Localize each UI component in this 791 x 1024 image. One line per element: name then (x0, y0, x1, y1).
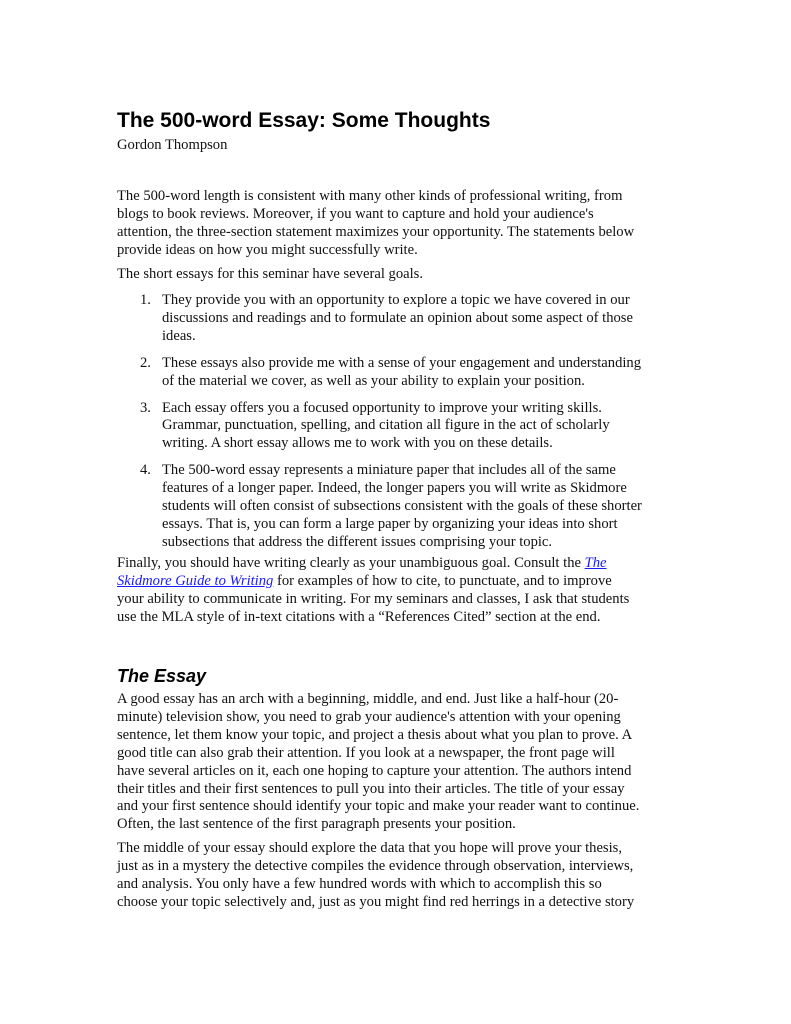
goal-number: 4. (140, 462, 151, 479)
text-line: ideas. (162, 327, 196, 344)
text-line: minute) television show, you need to grab your audience's attention with your opening (117, 708, 621, 725)
goals-list (117, 292, 687, 561)
goal-item (117, 400, 687, 454)
author-name: Gordon Thompson (117, 137, 228, 153)
goal-number: 2. (140, 354, 151, 371)
essay-paragraph-1 (117, 691, 687, 834)
text-line: The 500-word length is consistent with many other kinds of professional writing, from (117, 188, 623, 204)
goal-item (117, 355, 687, 391)
text-line: use the MLA style of in-text citations with a “References Cited” section at the end. (117, 608, 601, 625)
text-line: and your first sentence should identify your topic and make your reader want to continue. (117, 798, 640, 815)
text-line: blogs to book reviews. Moreover, if you want to capture and hold your audience's (117, 205, 594, 222)
goal-item (117, 462, 687, 552)
text-line: sentence, let them know your topic, and project a thesis about what you plan to prove. A (117, 726, 633, 743)
goal-number: 1. (140, 292, 151, 308)
text-line: The 500-word essay represents a miniature paper that includes all of the same (162, 462, 616, 479)
section-heading-the-essay: The Essay (117, 666, 207, 686)
text-line: A good essay has an arch with a beginning, middle, and end. Just like a half-hour (20- (117, 691, 619, 707)
goals-lead: The short essays for this seminar have several goals. (117, 266, 423, 282)
text-line: attention, the three-section statement maximizes your opportunity. The statements below (117, 223, 635, 240)
text-line: students will often consist of subsections consistent with the goals of these shorter (162, 498, 642, 515)
text-line: provide ideas on how you might successfully write. (117, 241, 418, 258)
document-title: The 500-word Essay: Some Thoughts (117, 109, 491, 132)
text-line: Often, the last sentence of the first paragraph presents your position. (117, 816, 516, 833)
text-line: choose your topic selectively and, just as you might find red herrings in a detective story (117, 893, 635, 910)
text-fragment: Finally, you should have writing clearly as your unambiguous goal. Consult the (117, 555, 585, 571)
skidmore-guide-link-continued[interactable]: Skidmore Guide to Writing (117, 572, 274, 589)
text-line (117, 573, 687, 591)
text-fragment: for examples of how to cite, to punctuate, and to improve (273, 572, 612, 589)
text-line: and analysis. You only have a few hundred words with which to accomplish this so (117, 875, 602, 892)
text-line: your ability to communicate in writing. For my seminars and classes, I ask that students (117, 590, 630, 607)
text-line: writing. A short essay allows me to work with you on these details. (162, 435, 553, 452)
goal-number: 3. (140, 399, 151, 416)
text-line: Grammar, punctuation, spelling, and citation all figure in the act of scholarly (162, 417, 610, 434)
text-line: features of a longer paper. Indeed, the longer papers you will write as Skidmore (162, 480, 627, 497)
text-line: discussions and readings and to formulate an opinion about some aspect of those (162, 309, 633, 326)
finally-paragraph (117, 555, 687, 627)
text-line: have several articles on it, each one hoping to capture your attention. The authors intend (117, 762, 632, 779)
text-line: just as in a mystery the detective compiles the evidence through observation, interviews, (117, 857, 634, 874)
text-line: good title can also grab their attention. If you look at a newspaper, the front page will (117, 744, 615, 761)
essay-paragraph-2 (117, 840, 687, 912)
text-line: of the material we cover, as well as your ability to explain your position. (162, 372, 585, 389)
text-line: Each essay offers you a focused opportunity to improve your writing skills. (162, 399, 602, 416)
text-line: essays. That is, you can form a large paper by organizing your ideas into short (162, 515, 618, 532)
intro-paragraph (117, 188, 687, 260)
skidmore-guide-link[interactable]: The (584, 555, 607, 571)
text-line: They provide you with an opportunity to explore a topic we have covered in our (162, 292, 630, 308)
text-line: their titles and their first sentences to pull you into their articles. The title of your essay (117, 780, 625, 797)
text-line: subsections that address the different issues comprising your topic. (162, 533, 553, 550)
text-line: The middle of your essay should explore the data that you hope will prove your thesis, (117, 840, 622, 856)
goal-item (117, 292, 687, 346)
text-line: These essays also provide me with a sense of your engagement and understanding (162, 354, 642, 371)
text-line (117, 555, 687, 573)
